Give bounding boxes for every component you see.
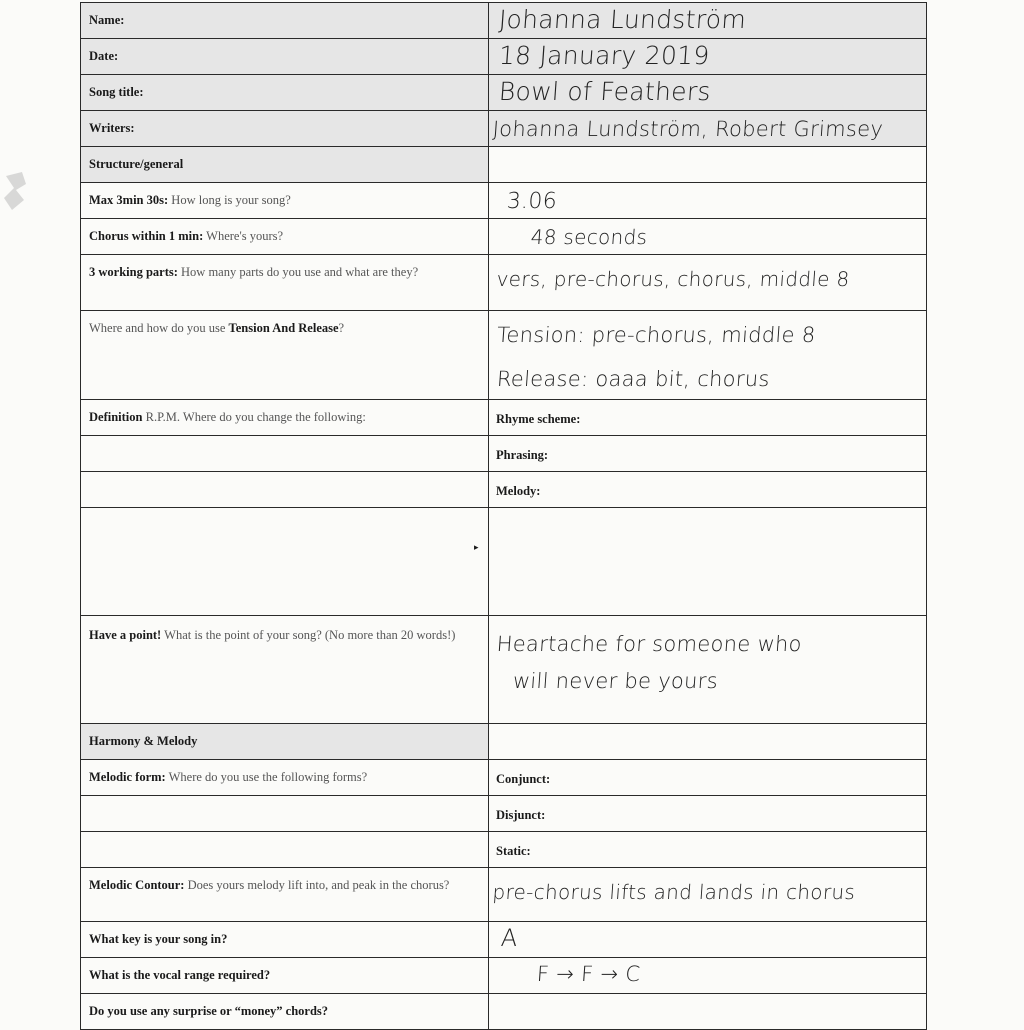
date-value: 18 January 2019 [497, 41, 711, 70]
contour-value: pre-chorus lifts and lands in chorus [491, 880, 856, 904]
tension-suffix: ? [338, 321, 345, 335]
row-writers [81, 111, 927, 147]
max-length-value: 3.06 [505, 189, 558, 214]
harmony-header: Harmony & Melody [89, 734, 198, 748]
writers-label: Writers: [89, 121, 135, 135]
structure-header: Structure/general [89, 157, 184, 171]
row-tension-release [81, 311, 927, 400]
point-question: What is the point of your song? (No more than 20 words!) [164, 628, 456, 642]
contour-question: Does yours melody lift into, and peak in the chorus? [187, 878, 450, 892]
row-chorus-time [81, 219, 927, 255]
stray-mark: ▸ [474, 542, 479, 552]
row-disjunct [81, 796, 927, 832]
row-surprise [81, 994, 927, 1030]
max-length-label: Max 3min 30s: [89, 193, 169, 207]
working-parts-label: 3 working parts: [89, 265, 178, 279]
static-label: Static: [496, 844, 531, 858]
row-contour [81, 868, 927, 922]
name-label: Name: [89, 13, 125, 27]
chorus-time-label: Chorus within 1 min: [89, 229, 204, 243]
row-name [81, 3, 927, 39]
row-key [81, 922, 927, 958]
date-label: Date: [89, 49, 119, 63]
row-point [81, 616, 927, 724]
point-value-line1: Heartache for someone who [495, 632, 803, 656]
row-definition [81, 400, 927, 436]
row-harmony-header [81, 724, 927, 760]
rhyme-scheme-label: Rhyme scheme: [496, 412, 581, 426]
tension-value: Tension: pre-chorus, middle 8 [496, 323, 817, 347]
point-label: Have a point! [89, 628, 162, 642]
melodic-form-question: Where do you use the following forms? [168, 770, 368, 784]
song-review-form [80, 2, 927, 1030]
chorus-time-value: 48 seconds [529, 225, 649, 249]
row-structure-header [81, 147, 927, 183]
song-title-value: Bowl of Feathers [497, 77, 712, 106]
conjunct-label: Conjunct: [496, 772, 551, 786]
melody-label: Melody: [496, 484, 541, 498]
phrasing-label: Phrasing: [496, 448, 549, 462]
row-blank [81, 508, 927, 616]
row-static [81, 832, 927, 868]
melodic-form-label: Melodic form: [89, 770, 166, 784]
working-parts-question: How many parts do you use and what are they? [181, 265, 419, 279]
disjunct-label: Disjunct: [496, 808, 546, 822]
surprise-label: Do you use any surprise or “money” chords? [89, 1004, 329, 1018]
contour-label: Melodic Contour: [89, 878, 185, 892]
row-melody [81, 472, 927, 508]
max-length-question: How long is your song? [171, 193, 291, 207]
range-label: What is the vocal range required? [89, 968, 271, 982]
row-song-title [81, 75, 927, 111]
row-max-length [81, 183, 927, 219]
point-value-line2: will never be yours [512, 669, 719, 693]
row-date [81, 39, 927, 75]
writers-value: Johanna Lundström, Robert Grimsey [491, 117, 884, 141]
row-working-parts [81, 255, 927, 311]
name-value: Johanna Lundström [497, 5, 748, 34]
definition-label: Definition [89, 410, 143, 424]
chorus-time-question: Where's yours? [206, 229, 284, 243]
range-value: F → F → C [536, 962, 642, 986]
row-range [81, 958, 927, 994]
key-label: What key is your song in? [89, 932, 228, 946]
row-melodic-form [81, 760, 927, 796]
ink-smudge [2, 170, 28, 214]
song-title-label: Song title: [89, 85, 144, 99]
key-value: A [499, 924, 519, 952]
tension-question: Where and how do you use [89, 321, 226, 335]
tension-label: Tension And Release [228, 321, 339, 335]
working-parts-value: vers, pre-chorus, chorus, middle 8 [495, 267, 851, 291]
definition-question: R.P.M. Where do you change the following: [145, 410, 366, 424]
release-value: Release: oaaa bit, chorus [496, 367, 771, 391]
row-phrasing [81, 436, 927, 472]
